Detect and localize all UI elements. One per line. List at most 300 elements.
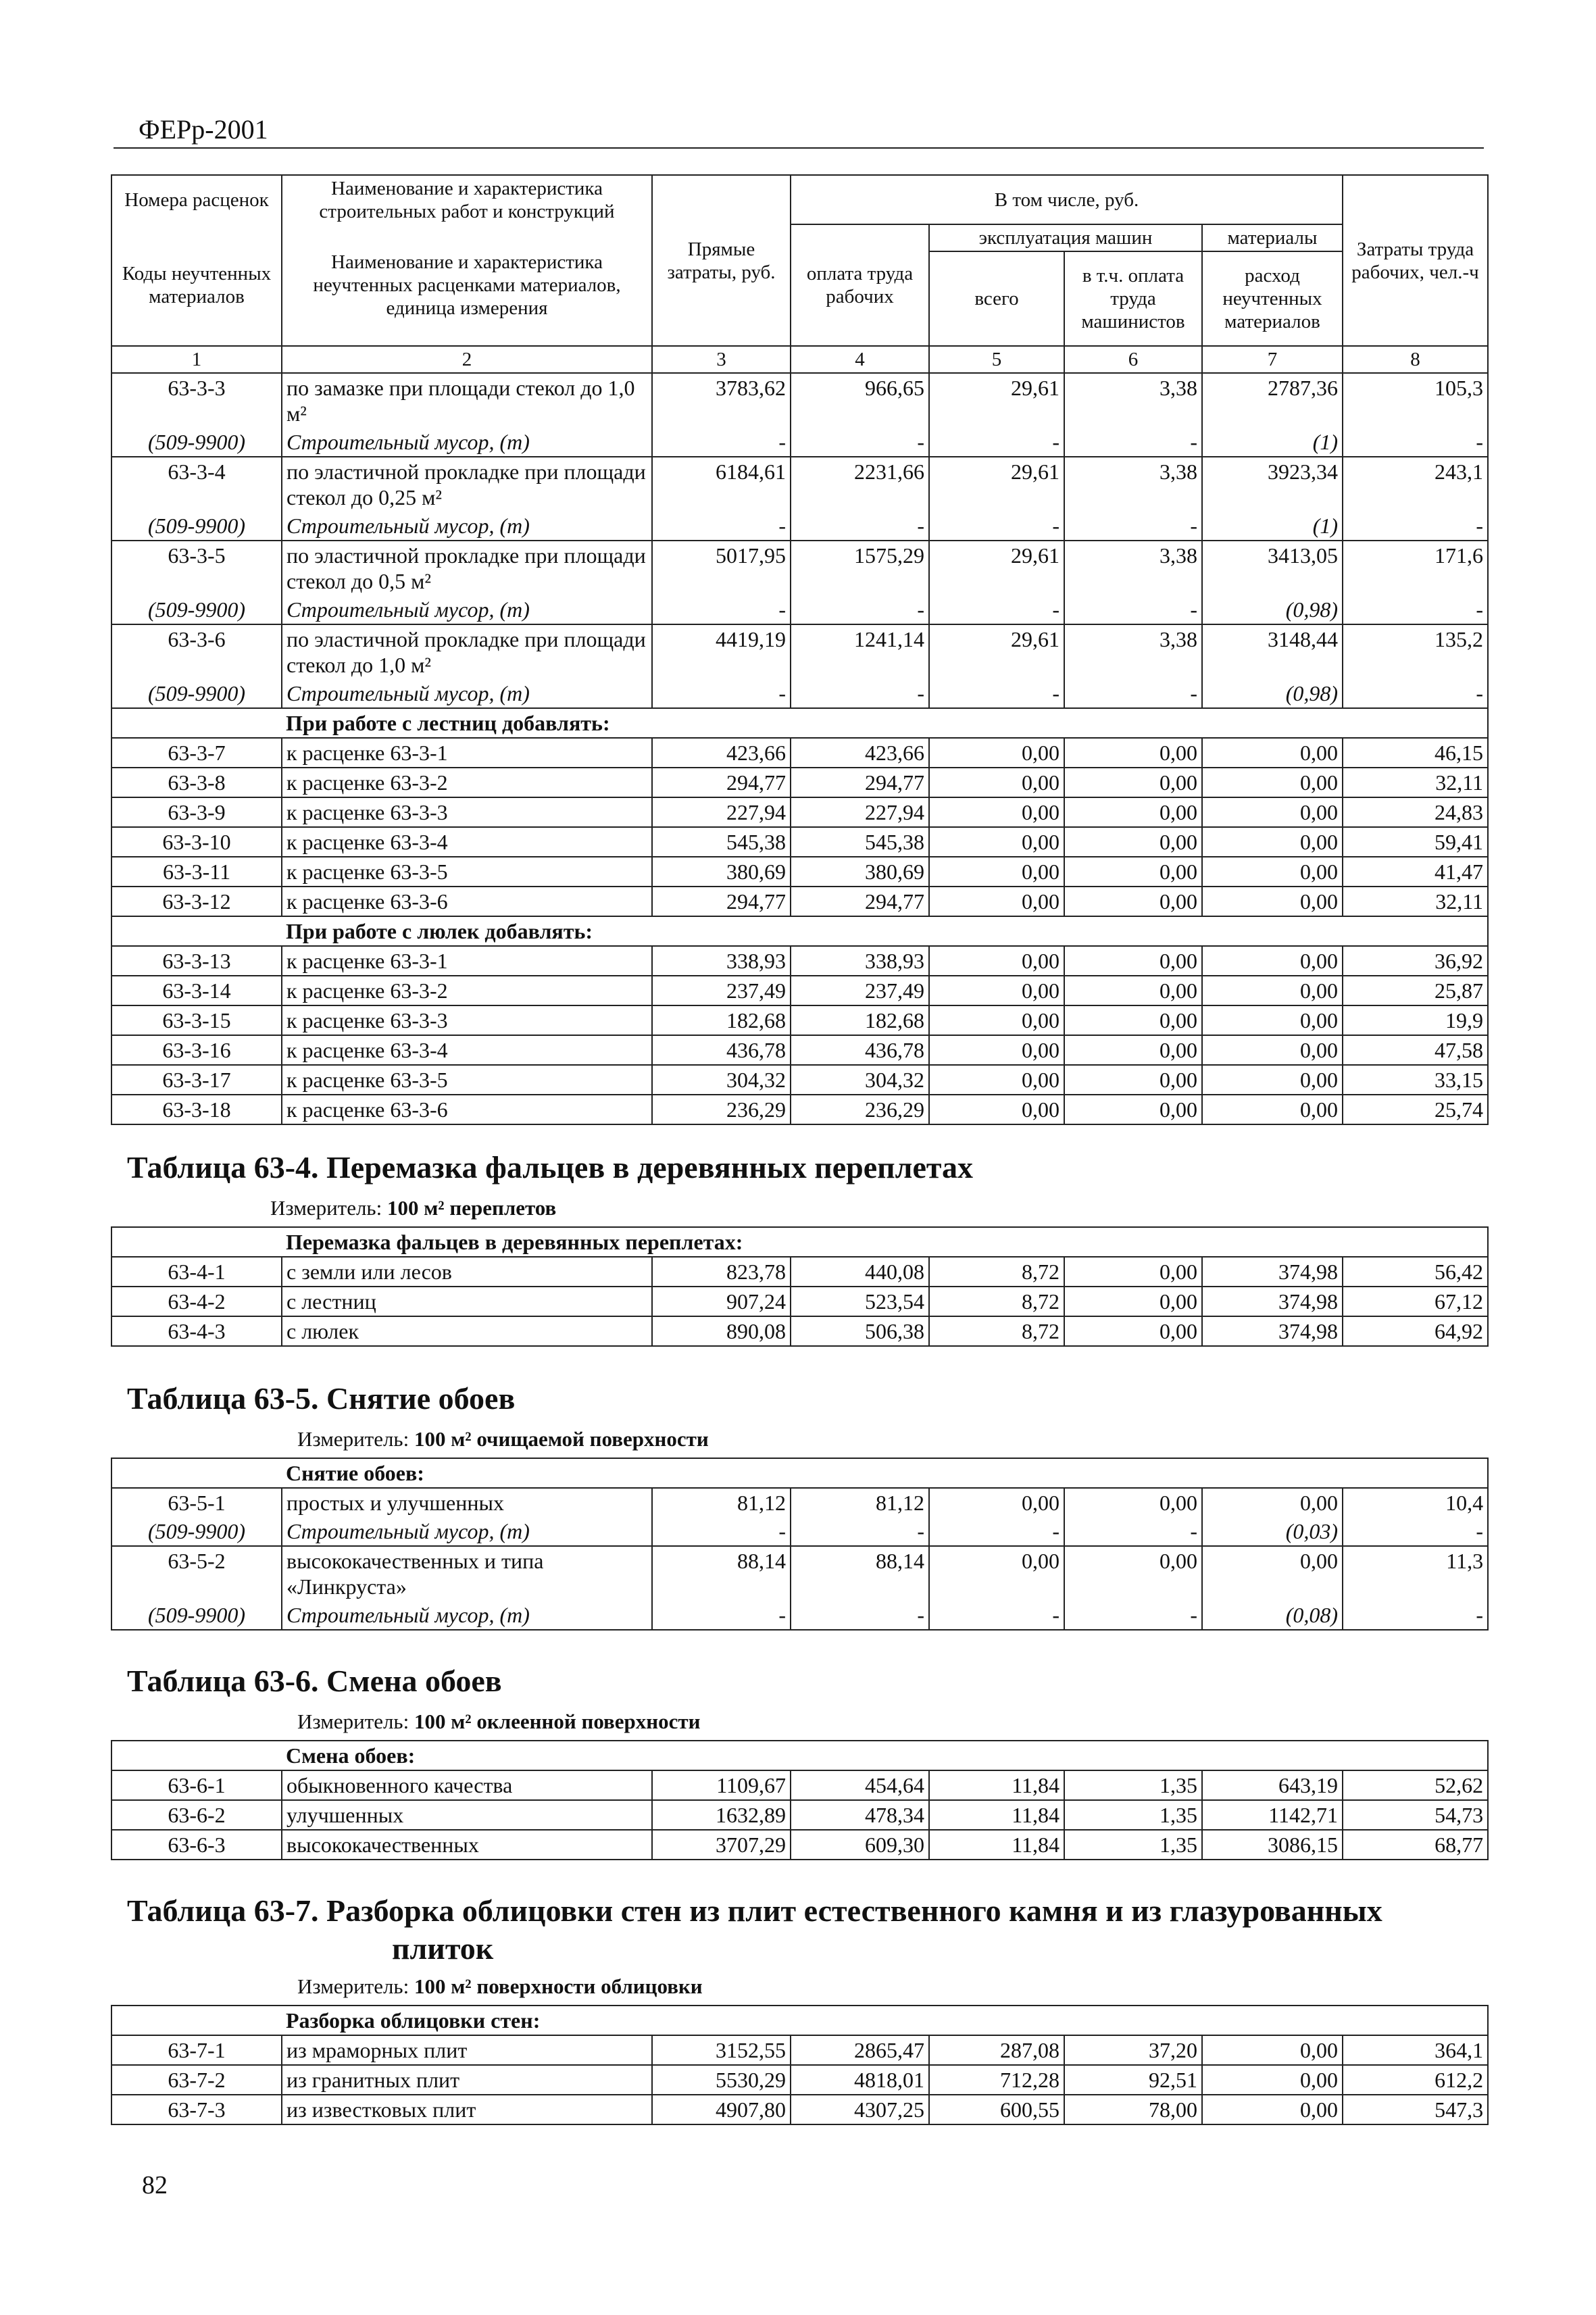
materials-value: 0,00 xyxy=(1202,1035,1343,1065)
work-name: к расценке 63-3-5 xyxy=(282,1065,652,1095)
direct-costs: 6184,61 xyxy=(652,457,791,512)
work-name: по эластичной прокладке при площади стекол до 1,0 м² xyxy=(282,624,652,679)
materials-value: 643,19 xyxy=(1202,1770,1343,1800)
work-name: к расценке 63-3-4 xyxy=(282,827,652,857)
labor-cost: 612,2 xyxy=(1343,2065,1488,2095)
section-spacer xyxy=(111,708,282,738)
direct-costs: 237,49 xyxy=(652,976,791,1005)
machines-total: 29,61 xyxy=(929,624,1064,679)
material-name: Строительный мусор, (т) xyxy=(282,1601,652,1630)
machinist-pay: 3,38 xyxy=(1064,624,1202,679)
rate-code: 63-3-13 xyxy=(111,946,282,976)
table-row xyxy=(111,1095,1488,1124)
labor-cost: 19,9 xyxy=(1343,1005,1488,1035)
work-name: с люлек xyxy=(282,1316,652,1346)
material-code: (509-9900) xyxy=(111,679,282,708)
direct-costs: 823,78 xyxy=(652,1257,791,1287)
machines-total: 0,00 xyxy=(929,857,1064,887)
table-row xyxy=(111,457,1488,512)
work-name: к расценке 63-3-1 xyxy=(282,738,652,768)
direct-costs: 182,68 xyxy=(652,1005,791,1035)
rate-code: 63-3-12 xyxy=(111,887,282,916)
meter-label: Измеритель: xyxy=(270,1196,382,1220)
machinist-pay: 0,00 xyxy=(1064,1546,1202,1601)
work-name: с земли или лесов xyxy=(282,1257,652,1287)
rate-code: 63-3-7 xyxy=(111,738,282,768)
table-63-3 xyxy=(111,174,1489,1125)
material-name: Строительный мусор, (т) xyxy=(282,428,652,457)
labor-cost: 36,92 xyxy=(1343,946,1488,976)
section-row xyxy=(111,1741,1488,1770)
direct-costs: 3783,62 xyxy=(652,373,791,428)
direct-costs: 338,93 xyxy=(652,946,791,976)
materials-value: 3086,15 xyxy=(1202,1830,1343,1860)
machinist-pay: 0,00 xyxy=(1064,768,1202,797)
machines-total: - xyxy=(929,428,1064,457)
table-row xyxy=(111,738,1488,768)
direct-costs: 1632,89 xyxy=(652,1800,791,1830)
labor-pay: 1241,14 xyxy=(791,624,929,679)
section-heading: Перемазка фальцев в деревянных переплетах: xyxy=(282,1227,1488,1257)
machinist-pay: 0,00 xyxy=(1064,827,1202,857)
materials-value: 0,00 xyxy=(1202,976,1343,1005)
rate-code: 63-3-5 xyxy=(111,541,282,595)
table-row xyxy=(111,1005,1488,1035)
work-name: к расценке 63-3-6 xyxy=(282,1095,652,1124)
rate-code: 63-3-6 xyxy=(111,624,282,679)
machinist-pay: 0,00 xyxy=(1064,946,1202,976)
machines-total: 0,00 xyxy=(929,1546,1064,1601)
materials-value: (0,08) xyxy=(1202,1601,1343,1630)
machinist-pay: 0,00 xyxy=(1064,1488,1202,1517)
table-row xyxy=(111,1316,1488,1346)
col-number: 8 xyxy=(1343,346,1488,373)
material-code: (509-9900) xyxy=(111,595,282,624)
work-name: к расценке 63-3-2 xyxy=(282,768,652,797)
machinist-pay: - xyxy=(1064,679,1202,708)
machines-total: 0,00 xyxy=(929,768,1064,797)
labor-pay: 1575,29 xyxy=(791,541,929,595)
labor-cost: 135,2 xyxy=(1343,624,1488,679)
labor-cost: 68,77 xyxy=(1343,1830,1488,1860)
table-row xyxy=(111,1065,1488,1095)
work-name: простых и улучшенных xyxy=(282,1488,652,1517)
labor-pay: 4307,25 xyxy=(791,2095,929,2124)
rate-code: 63-5-1 xyxy=(111,1488,282,1517)
direct-costs: 227,94 xyxy=(652,797,791,827)
rate-code: 63-3-3 xyxy=(111,373,282,428)
table-row xyxy=(111,1546,1488,1601)
material-row xyxy=(111,679,1488,708)
direct-costs: 5017,95 xyxy=(652,541,791,595)
rate-code: 63-3-10 xyxy=(111,827,282,857)
machinist-pay: 0,00 xyxy=(1064,887,1202,916)
material-row xyxy=(111,1517,1488,1546)
col-head-codes: Номера расценок xyxy=(111,175,282,224)
direct-costs: 81,12 xyxy=(652,1488,791,1517)
materials-value: 0,00 xyxy=(1202,2035,1343,2065)
rate-code: 63-3-9 xyxy=(111,797,282,827)
labor-pay: 88,14 xyxy=(791,1546,929,1601)
work-name: из гранитных плит xyxy=(282,2065,652,2095)
labor-pay: 609,30 xyxy=(791,1830,929,1860)
labor-pay: 2231,66 xyxy=(791,457,929,512)
col-head-machines: эксплуатация машин xyxy=(929,224,1202,251)
machines-total: 29,61 xyxy=(929,541,1064,595)
machinist-pay: 0,00 xyxy=(1064,1316,1202,1346)
table-row xyxy=(111,1770,1488,1800)
direct-costs: 304,32 xyxy=(652,1065,791,1095)
machines-total: - xyxy=(929,512,1064,541)
labor-cost: 54,73 xyxy=(1343,1800,1488,1830)
material-name: Строительный мусор, (т) xyxy=(282,595,652,624)
labor-pay: 294,77 xyxy=(791,887,929,916)
section-row xyxy=(111,916,1488,946)
work-name: обыкновенного качества xyxy=(282,1770,652,1800)
table-row xyxy=(111,1257,1488,1287)
labor-pay: - xyxy=(791,428,929,457)
col-head-direct-costs: Прямые затраты, руб. xyxy=(652,175,791,346)
labor-pay: 545,38 xyxy=(791,827,929,857)
work-name: к расценке 63-3-3 xyxy=(282,797,652,827)
materials-value: 2787,36 xyxy=(1202,373,1343,428)
machines-total: 0,00 xyxy=(929,946,1064,976)
materials-value: (0,98) xyxy=(1202,679,1343,708)
labor-pay: 304,32 xyxy=(791,1065,929,1095)
materials-value: 374,98 xyxy=(1202,1287,1343,1316)
rate-code: 63-3-16 xyxy=(111,1035,282,1065)
machines-total: - xyxy=(929,679,1064,708)
machinist-pay: 78,00 xyxy=(1064,2095,1202,2124)
table-row xyxy=(111,1800,1488,1830)
labor-cost: 547,3 xyxy=(1343,2095,1488,2124)
work-name: по замазке при площади стекол до 1,0 м² xyxy=(282,373,652,428)
work-name: к расценке 63-3-4 xyxy=(282,1035,652,1065)
material-name: Строительный мусор, (т) xyxy=(282,512,652,541)
meter-label: Измеритель: xyxy=(297,1427,409,1451)
col-number: 1 xyxy=(111,346,282,373)
machines-total: 0,00 xyxy=(929,827,1064,857)
rate-code: 63-4-1 xyxy=(111,1257,282,1287)
labor-pay: 81,12 xyxy=(791,1488,929,1517)
machines-total: 600,55 xyxy=(929,2095,1064,2124)
material-row xyxy=(111,595,1488,624)
direct-costs: 380,69 xyxy=(652,857,791,887)
rate-code: 63-7-2 xyxy=(111,2065,282,2095)
labor-cost: - xyxy=(1343,1601,1488,1630)
materials-value: 0,00 xyxy=(1202,1488,1343,1517)
machines-total: 0,00 xyxy=(929,887,1064,916)
labor-cost: 52,62 xyxy=(1343,1770,1488,1800)
labor-cost: 41,47 xyxy=(1343,857,1488,887)
labor-pay: - xyxy=(791,1517,929,1546)
direct-costs: 4419,19 xyxy=(652,624,791,679)
col-head-labor-pay: оплата труда рабочих xyxy=(791,224,929,346)
material-code: (509-9900) xyxy=(111,428,282,457)
labor-cost: 25,87 xyxy=(1343,976,1488,1005)
col-number: 3 xyxy=(652,346,791,373)
labor-pay: 294,77 xyxy=(791,768,929,797)
material-code: (509-9900) xyxy=(111,1517,282,1546)
table-row xyxy=(111,827,1488,857)
labor-pay: 237,49 xyxy=(791,976,929,1005)
materials-value: 0,00 xyxy=(1202,857,1343,887)
meter-value: 100 м² переплетов xyxy=(386,1196,557,1220)
materials-value: 0,00 xyxy=(1202,887,1343,916)
labor-pay: 4818,01 xyxy=(791,2065,929,2095)
machines-total: - xyxy=(929,1601,1064,1630)
labor-cost: 243,1 xyxy=(1343,457,1488,512)
materials-value: 1142,71 xyxy=(1202,1800,1343,1830)
col-number: 6 xyxy=(1064,346,1202,373)
table-row xyxy=(111,797,1488,827)
machines-total: 0,00 xyxy=(929,1035,1064,1065)
table-63-4-title: Таблица 63-4. Перемазка фальцев в деревянных переплетах xyxy=(127,1150,974,1185)
material-row xyxy=(111,428,1488,457)
direct-costs: 236,29 xyxy=(652,1095,791,1124)
table-63-4 xyxy=(111,1226,1489,1347)
table-row xyxy=(111,541,1488,595)
material-row xyxy=(111,1601,1488,1630)
machinist-pay: 0,00 xyxy=(1064,1005,1202,1035)
col-head-name: Наименование и характеристика строительных работ и конструкций xyxy=(282,175,652,224)
labor-cost: 10,4 xyxy=(1343,1488,1488,1517)
rate-code: 63-6-2 xyxy=(111,1800,282,1830)
section-row xyxy=(111,708,1488,738)
material-row xyxy=(111,512,1488,541)
section-heading: Смена обоев: xyxy=(282,1741,1488,1770)
materials-value: 0,00 xyxy=(1202,797,1343,827)
machinist-pay: 0,00 xyxy=(1064,1095,1202,1124)
materials-value: 0,00 xyxy=(1202,1546,1343,1601)
machines-total: 11,84 xyxy=(929,1770,1064,1800)
table-63-5 xyxy=(111,1458,1489,1631)
col-head-materials: материалы xyxy=(1202,224,1343,251)
machines-total: 11,84 xyxy=(929,1800,1064,1830)
labor-cost: - xyxy=(1343,679,1488,708)
section-row xyxy=(111,1227,1488,1257)
work-name: к расценке 63-3-5 xyxy=(282,857,652,887)
table-63-6-title: Таблица 63-6. Смена обоев xyxy=(127,1664,502,1698)
material-name: Строительный мусор, (т) xyxy=(282,679,652,708)
materials-value: 3148,44 xyxy=(1202,624,1343,679)
meter-value: 100 м² поверхности облицовки xyxy=(414,1974,703,1998)
machinist-pay: 1,35 xyxy=(1064,1830,1202,1860)
direct-costs: - xyxy=(652,1601,791,1630)
direct-costs: 436,78 xyxy=(652,1035,791,1065)
rate-code: 63-7-1 xyxy=(111,2035,282,2065)
rate-code: 63-7-3 xyxy=(111,2095,282,2124)
materials-value: 0,00 xyxy=(1202,1065,1343,1095)
meter-value: 100 м² оклеенной поверхности xyxy=(414,1710,701,1733)
labor-pay: 338,93 xyxy=(791,946,929,976)
machines-total: 0,00 xyxy=(929,1095,1064,1124)
col-number: 5 xyxy=(929,346,1064,373)
table-row xyxy=(111,1830,1488,1860)
labor-cost: 32,11 xyxy=(1343,768,1488,797)
labor-pay: - xyxy=(791,1601,929,1630)
machines-total: 287,08 xyxy=(929,2035,1064,2065)
table-row xyxy=(111,1488,1488,1517)
labor-cost: 171,6 xyxy=(1343,541,1488,595)
machines-total: 0,00 xyxy=(929,738,1064,768)
machinist-pay: 0,00 xyxy=(1064,1257,1202,1287)
direct-costs: - xyxy=(652,512,791,541)
machinist-pay: 0,00 xyxy=(1064,1035,1202,1065)
machinist-pay: 3,38 xyxy=(1064,457,1202,512)
materials-value: 0,00 xyxy=(1202,2095,1343,2124)
direct-costs: - xyxy=(652,1517,791,1546)
machinist-pay: - xyxy=(1064,595,1202,624)
rate-code: 63-3-17 xyxy=(111,1065,282,1095)
labor-cost: 11,3 xyxy=(1343,1546,1488,1601)
machines-total: 712,28 xyxy=(929,2065,1064,2095)
direct-costs: - xyxy=(652,679,791,708)
machines-total: 29,61 xyxy=(929,373,1064,428)
table-63-7-title-cont: плиток xyxy=(392,1931,494,1966)
machinist-pay: 0,00 xyxy=(1064,738,1202,768)
table-63-6 xyxy=(111,1740,1489,1860)
labor-cost: 64,92 xyxy=(1343,1316,1488,1346)
rate-code: 63-5-2 xyxy=(111,1546,282,1601)
materials-value: 0,00 xyxy=(1202,1095,1343,1124)
work-name: из мраморных плит xyxy=(282,2035,652,2065)
section-spacer xyxy=(111,2006,282,2035)
labor-cost: 24,83 xyxy=(1343,797,1488,827)
page-number: 82 xyxy=(142,2171,168,2199)
direct-costs: 88,14 xyxy=(652,1546,791,1601)
table-63-5-meter xyxy=(297,1427,709,1451)
col-head-in-total: В том числе, руб. xyxy=(791,175,1343,224)
rate-code: 63-4-2 xyxy=(111,1287,282,1316)
material-name: Строительный мусор, (т) xyxy=(282,1517,652,1546)
col-head-labor-cost: Затраты труда рабочих, чел.-ч xyxy=(1343,175,1488,346)
machines-total: - xyxy=(929,595,1064,624)
labor-pay: 966,65 xyxy=(791,373,929,428)
machines-total: - xyxy=(929,1517,1064,1546)
table-row xyxy=(111,373,1488,428)
work-name: из известковых плит xyxy=(282,2095,652,2124)
materials-value: 0,00 xyxy=(1202,1005,1343,1035)
work-name: с лестниц xyxy=(282,1287,652,1316)
work-name: по эластичной прокладке при площади стекол до 0,5 м² xyxy=(282,541,652,595)
machinist-pay: 0,00 xyxy=(1064,1065,1202,1095)
machinist-pay: - xyxy=(1064,1517,1202,1546)
labor-cost: - xyxy=(1343,428,1488,457)
machines-total: 0,00 xyxy=(929,1065,1064,1095)
header-rule xyxy=(114,147,1484,149)
material-code: (509-9900) xyxy=(111,1601,282,1630)
materials-value: 0,00 xyxy=(1202,768,1343,797)
table-row xyxy=(111,624,1488,679)
work-name: высококачественных и типа «Линкруста» xyxy=(282,1546,652,1601)
labor-pay: 440,08 xyxy=(791,1257,929,1287)
machines-total: 0,00 xyxy=(929,976,1064,1005)
labor-cost: 32,11 xyxy=(1343,887,1488,916)
running-header: ФЕРр-2001 xyxy=(139,114,268,145)
labor-cost: 105,3 xyxy=(1343,373,1488,428)
table-row xyxy=(111,2065,1488,2095)
table-row xyxy=(111,768,1488,797)
labor-cost: - xyxy=(1343,512,1488,541)
labor-cost: - xyxy=(1343,1517,1488,1546)
labor-cost: 56,42 xyxy=(1343,1257,1488,1287)
work-name: к расценке 63-3-3 xyxy=(282,1005,652,1035)
table-63-7-meter xyxy=(297,1974,703,1999)
direct-costs: 3707,29 xyxy=(652,1830,791,1860)
machinist-pay: 0,00 xyxy=(1064,797,1202,827)
col-head-mat-consumption: расход неучтенных материалов xyxy=(1202,251,1343,346)
work-name: к расценке 63-3-6 xyxy=(282,887,652,916)
labor-pay: 380,69 xyxy=(791,857,929,887)
machinist-pay: 0,00 xyxy=(1064,857,1202,887)
rate-code: 63-4-3 xyxy=(111,1316,282,1346)
labor-pay: - xyxy=(791,512,929,541)
labor-pay: 478,34 xyxy=(791,1800,929,1830)
labor-pay: 182,68 xyxy=(791,1005,929,1035)
table-63-6-meter xyxy=(297,1710,701,1734)
table-63-4-meter xyxy=(270,1196,556,1220)
col-head-material-name: Наименование и характеристика неучтенных расценками материалов, единица измерения xyxy=(282,224,652,346)
col-number: 7 xyxy=(1202,346,1343,373)
table-row xyxy=(111,1287,1488,1316)
materials-value: 3923,34 xyxy=(1202,457,1343,512)
machinist-pay: 3,38 xyxy=(1064,373,1202,428)
machines-total: 0,00 xyxy=(929,1488,1064,1517)
machines-total: 11,84 xyxy=(929,1830,1064,1860)
rate-code: 63-3-15 xyxy=(111,1005,282,1035)
direct-costs: 294,77 xyxy=(652,887,791,916)
labor-cost: 67,12 xyxy=(1343,1287,1488,1316)
section-spacer xyxy=(111,916,282,946)
direct-costs: 5530,29 xyxy=(652,2065,791,2095)
rate-code: 63-3-18 xyxy=(111,1095,282,1124)
work-name: улучшенных xyxy=(282,1800,652,1830)
machinist-pay: 3,38 xyxy=(1064,541,1202,595)
work-name: по эластичной прокладке при площади стекол до 0,25 м² xyxy=(282,457,652,512)
materials-value: 374,98 xyxy=(1202,1316,1343,1346)
machines-total: 8,72 xyxy=(929,1316,1064,1346)
machines-total: 0,00 xyxy=(929,797,1064,827)
materials-value: (0,03) xyxy=(1202,1517,1343,1546)
labor-pay: 236,29 xyxy=(791,1095,929,1124)
direct-costs: - xyxy=(652,428,791,457)
rate-code: 63-3-4 xyxy=(111,457,282,512)
direct-costs: - xyxy=(652,595,791,624)
rate-code: 63-6-1 xyxy=(111,1770,282,1800)
table-63-7-title: Таблица 63-7. Разборка облицовки стен из плит естественного камня и из глазурованных xyxy=(127,1893,1382,1928)
machinist-pay: - xyxy=(1064,428,1202,457)
table-row xyxy=(111,887,1488,916)
section-heading: При работе с лестниц добавлять: xyxy=(282,708,1488,738)
col-head-material-codes: Коды неучтенных материалов xyxy=(111,224,282,346)
col-number: 4 xyxy=(791,346,929,373)
machines-total: 8,72 xyxy=(929,1257,1064,1287)
machinist-pay: 1,35 xyxy=(1064,1770,1202,1800)
labor-cost: 364,1 xyxy=(1343,2035,1488,2065)
direct-costs: 423,66 xyxy=(652,738,791,768)
table-row xyxy=(111,946,1488,976)
meter-label: Измеритель: xyxy=(297,1710,409,1733)
direct-costs: 294,77 xyxy=(652,768,791,797)
table-row xyxy=(111,976,1488,1005)
table-row xyxy=(111,2095,1488,2124)
table-63-7 xyxy=(111,2005,1489,2125)
machines-total: 0,00 xyxy=(929,1005,1064,1035)
materials-value: (0,98) xyxy=(1202,595,1343,624)
labor-cost: 47,58 xyxy=(1343,1035,1488,1065)
labor-pay: 423,66 xyxy=(791,738,929,768)
